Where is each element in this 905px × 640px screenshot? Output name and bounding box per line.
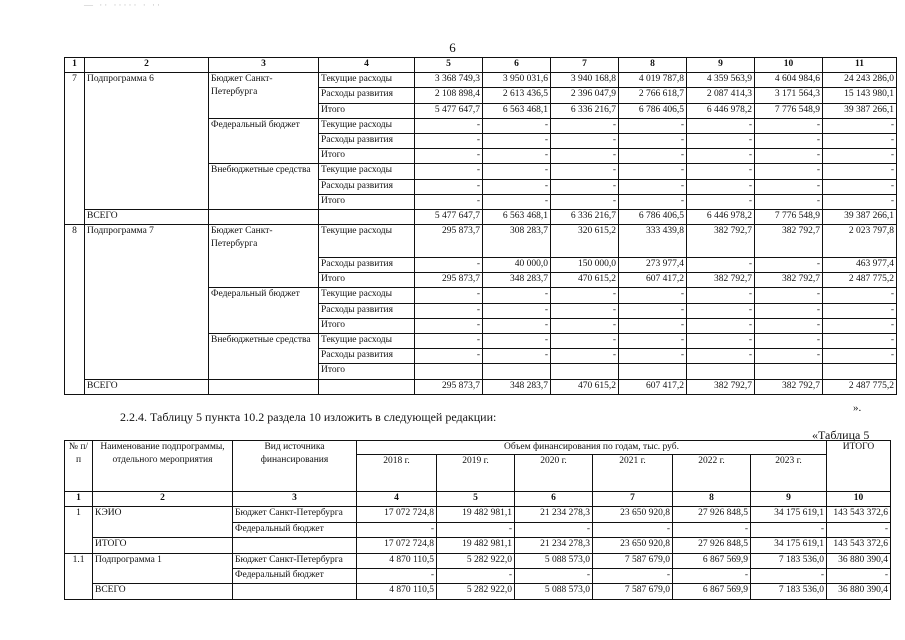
subprogram-name: Подпрограмма 6 (85, 73, 209, 210)
value-cell: - (619, 133, 687, 148)
amendment-paragraph: 2.2.4. Таблицу 5 пункта 10.2 раздела 10 изложить в следующей редакции: (120, 410, 497, 424)
funding-source: Бюджет Санкт-Петербурга (233, 507, 357, 522)
total-value: 382 792,7 (755, 379, 823, 394)
value-cell: - (823, 303, 897, 318)
column-index: 10 (827, 492, 891, 507)
empty-cell (319, 209, 415, 224)
value-cell: - (755, 288, 823, 303)
year-header: 2022 г. (673, 455, 751, 492)
value-cell (755, 364, 823, 379)
value-cell: 39 387 266,1 (823, 103, 897, 118)
expense-type: Расходы развития (319, 133, 415, 148)
value-cell: - (415, 334, 483, 349)
value-cell: - (823, 288, 897, 303)
column-index: 1 (65, 58, 85, 73)
total-value: 143 543 372,6 (827, 538, 891, 553)
value-cell: 5 477 647,7 (415, 103, 483, 118)
value-cell: - (823, 164, 897, 179)
total-row (65, 209, 897, 224)
value-cell: - (551, 303, 619, 318)
total-value: 27 926 848,5 (673, 538, 751, 553)
column-index: 2 (93, 492, 233, 507)
expense-type: Итого (319, 149, 415, 164)
value-cell: - (415, 303, 483, 318)
value-cell: - (619, 118, 687, 133)
total-value: 382 792,7 (687, 379, 755, 394)
total-label: ВСЕГО (85, 209, 209, 224)
total-value: 6 786 406,5 (619, 209, 687, 224)
value-cell: 6 867 569,9 (673, 553, 751, 568)
value-cell: - (593, 568, 673, 583)
expense-type: Итого (319, 194, 415, 209)
value-cell: 6 336 216,7 (551, 103, 619, 118)
value-cell: - (755, 318, 823, 333)
value-cell: 6 563 468,1 (483, 103, 551, 118)
total-value: 19 482 981,1 (437, 538, 515, 553)
value-cell: - (415, 179, 483, 194)
value-cell: - (483, 318, 551, 333)
value-cell: - (755, 258, 823, 273)
value-cell: - (415, 194, 483, 209)
value-cell: 7 183 536,0 (751, 553, 827, 568)
expense-type: Текущие расходы (319, 73, 415, 88)
quote-end: ». (853, 402, 862, 414)
year-header: 2023 г. (751, 455, 827, 492)
value-cell: 463 977,4 (823, 258, 897, 273)
value-cell: - (687, 133, 755, 148)
total-value: 5 088 573,0 (515, 584, 593, 599)
total-row (65, 584, 891, 599)
value-cell: 2 087 414,3 (687, 88, 755, 103)
financing-table-continued (64, 57, 897, 395)
value-cell: - (415, 133, 483, 148)
expense-type: Итого (319, 364, 415, 379)
value-cell: 24 243 286,0 (823, 73, 897, 88)
value-cell: 2 023 797,8 (823, 225, 897, 258)
row-number: 1.1 (65, 553, 93, 599)
total-value: 7 587 679,0 (593, 584, 673, 599)
value-cell: - (619, 288, 687, 303)
value-cell: - (551, 349, 619, 364)
column-index: 1 (65, 492, 93, 507)
total-value: 7 776 548,9 (755, 209, 823, 224)
value-cell: - (619, 334, 687, 349)
value-cell: - (687, 288, 755, 303)
value-cell: 2 613 436,5 (483, 88, 551, 103)
total-label: ИТОГО (93, 538, 233, 553)
value-cell: 348 283,7 (483, 273, 551, 288)
value-cell: 2 396 047,9 (551, 88, 619, 103)
value-cell: - (483, 149, 551, 164)
value-cell: 2 487 775,2 (823, 273, 897, 288)
value-cell (415, 364, 483, 379)
total-value: 6 867 569,9 (673, 584, 751, 599)
total-value: 4 870 110,5 (357, 584, 437, 599)
value-cell: 150 000,0 (551, 258, 619, 273)
value-cell: 4 870 110,5 (357, 553, 437, 568)
value-cell: - (619, 349, 687, 364)
column-index: 10 (755, 58, 823, 73)
value-cell: - (755, 303, 823, 318)
value-cell: - (827, 568, 891, 583)
value-cell: 143 543 372,6 (827, 507, 891, 522)
column-index: 7 (593, 492, 673, 507)
total-label: ВСЕГО (85, 379, 209, 394)
value-cell: 3 940 168,8 (551, 73, 619, 88)
value-cell: 27 926 848,5 (673, 507, 751, 522)
value-cell: - (619, 194, 687, 209)
value-cell: - (551, 194, 619, 209)
value-cell: 21 234 278,3 (515, 507, 593, 522)
value-cell: - (483, 303, 551, 318)
value-cell: 17 072 724,8 (357, 507, 437, 522)
value-cell: 308 283,7 (483, 225, 551, 258)
program-name: Подпрограмма 1 (93, 553, 233, 584)
value-cell: - (483, 349, 551, 364)
empty-cell (209, 209, 319, 224)
value-cell: 5 282 922,0 (437, 553, 515, 568)
value-cell: - (823, 334, 897, 349)
column-index: 6 (515, 492, 593, 507)
value-cell: - (823, 349, 897, 364)
value-cell: - (755, 179, 823, 194)
column-index: 3 (233, 492, 357, 507)
value-cell: 7 776 548,9 (755, 103, 823, 118)
value-cell: - (755, 349, 823, 364)
value-cell: 382 792,7 (687, 273, 755, 288)
funding-source: Внебюджетные средства (209, 164, 319, 210)
total-row (65, 379, 897, 394)
value-cell: 295 873,7 (415, 273, 483, 288)
funding-source: Бюджет Санкт-Петербурга (209, 73, 319, 119)
value-cell: - (823, 133, 897, 148)
value-cell: - (415, 164, 483, 179)
value-cell: 470 615,2 (551, 273, 619, 288)
value-cell: 40 000,0 (483, 258, 551, 273)
subprogram-name: Подпрограмма 7 (85, 225, 209, 380)
value-cell: 295 873,7 (415, 225, 483, 258)
expense-type: Текущие расходы (319, 225, 415, 258)
table5-header-row (65, 441, 891, 455)
year-header: 2020 г. (515, 455, 593, 492)
value-cell: - (483, 118, 551, 133)
value-cell: - (483, 179, 551, 194)
expense-type: Итого (319, 273, 415, 288)
column-index: 9 (687, 58, 755, 73)
value-cell: 4 604 984,6 (755, 73, 823, 88)
column-index: 3 (209, 58, 319, 73)
column-index: 6 (483, 58, 551, 73)
total-value: 2 487 775,2 (823, 379, 897, 394)
value-cell: - (755, 164, 823, 179)
value-cell: - (687, 334, 755, 349)
empty-cell (209, 379, 319, 394)
expense-type: Текущие расходы (319, 118, 415, 133)
column-index: 9 (751, 492, 827, 507)
total-value: 21 234 278,3 (515, 538, 593, 553)
value-cell: - (515, 522, 593, 537)
value-cell: 23 650 920,8 (593, 507, 673, 522)
table-5 (64, 440, 891, 600)
value-cell: - (357, 522, 437, 537)
value-cell: - (673, 522, 751, 537)
total-value: 5 477 647,7 (415, 209, 483, 224)
empty-cell (233, 538, 357, 553)
value-cell: 2 108 898,4 (415, 88, 483, 103)
column-index: 8 (619, 58, 687, 73)
value-cell: - (483, 164, 551, 179)
value-cell: - (751, 568, 827, 583)
value-cell: 15 143 980,1 (823, 88, 897, 103)
value-cell: - (551, 118, 619, 133)
value-cell: - (551, 149, 619, 164)
value-cell: - (687, 194, 755, 209)
total-row (65, 538, 891, 553)
expense-type: Текущие расходы (319, 334, 415, 349)
total-value: 607 417,2 (619, 379, 687, 394)
column-index: 5 (415, 58, 483, 73)
expense-type: Итого (319, 318, 415, 333)
value-cell: - (619, 303, 687, 318)
value-cell: - (687, 118, 755, 133)
value-cell: - (593, 522, 673, 537)
value-cell: 607 417,2 (619, 273, 687, 288)
column-index: 4 (357, 492, 437, 507)
value-cell: - (755, 118, 823, 133)
value-cell: 36 880 390,4 (827, 553, 891, 568)
empty-cell (319, 379, 415, 394)
value-cell: - (755, 133, 823, 148)
value-cell: - (415, 258, 483, 273)
value-cell: 4 019 787,8 (619, 73, 687, 88)
value-cell: - (687, 349, 755, 364)
col-total: ИТОГО (827, 441, 891, 492)
year-header: 2019 г. (437, 455, 515, 492)
total-value: 470 615,2 (551, 379, 619, 394)
column-index: 7 (551, 58, 619, 73)
expense-type: Расходы развития (319, 303, 415, 318)
value-cell: - (483, 133, 551, 148)
value-cell: - (673, 568, 751, 583)
value-cell: - (687, 258, 755, 273)
value-cell: - (823, 179, 897, 194)
total-value: 34 175 619,1 (751, 538, 827, 553)
year-header: 2021 г. (593, 455, 673, 492)
value-cell: - (551, 179, 619, 194)
value-cell: - (687, 179, 755, 194)
funding-source: Бюджет Санкт-Петербурга (233, 553, 357, 568)
funding-source: Федеральный бюджет (209, 118, 319, 164)
col-source: Вид источника финансирования (233, 441, 357, 492)
funding-source: Бюджет Санкт-Петербурга (209, 225, 319, 288)
value-cell: - (551, 334, 619, 349)
table-row (65, 553, 891, 568)
table5-index-row (65, 492, 891, 507)
total-value: 6 563 468,1 (483, 209, 551, 224)
value-cell: 7 587 679,0 (593, 553, 673, 568)
table-row (65, 73, 897, 88)
expense-type: Текущие расходы (319, 164, 415, 179)
empty-cell (233, 584, 357, 599)
total-label: ВСЕГО (93, 584, 233, 599)
row-number: 8 (65, 225, 85, 395)
value-cell: - (483, 334, 551, 349)
funding-source: Внебюджетные средства (209, 334, 319, 380)
value-cell: 382 792,7 (755, 273, 823, 288)
value-cell: - (619, 164, 687, 179)
value-cell: - (619, 318, 687, 333)
value-cell: 6 446 978,2 (687, 103, 755, 118)
value-cell: - (515, 568, 593, 583)
column-index: 5 (437, 492, 515, 507)
expense-type: Расходы развития (319, 179, 415, 194)
value-cell: - (687, 318, 755, 333)
total-value: 7 183 536,0 (751, 584, 827, 599)
value-cell: 273 977,4 (619, 258, 687, 273)
value-cell (551, 364, 619, 379)
value-cell: - (755, 149, 823, 164)
value-cell: 3 171 564,3 (755, 88, 823, 103)
value-cell: 3 950 031,6 (483, 73, 551, 88)
value-cell: - (823, 118, 897, 133)
value-cell: - (619, 179, 687, 194)
table-header-row (65, 58, 897, 73)
scan-marks: — ·· ····· · ·· (84, 0, 162, 10)
col-number: № п/п (65, 441, 93, 492)
value-cell: 4 359 563,9 (687, 73, 755, 88)
value-cell: - (687, 303, 755, 318)
column-index: 2 (85, 58, 209, 73)
expense-type: Итого (319, 103, 415, 118)
value-cell: - (415, 318, 483, 333)
row-number: 7 (65, 73, 85, 225)
value-cell: - (755, 194, 823, 209)
value-cell: 19 482 981,1 (437, 507, 515, 522)
col-volume: Объем финансирования по годам, тыс. руб. (357, 441, 827, 455)
value-cell: - (415, 288, 483, 303)
expense-type: Расходы развития (319, 88, 415, 103)
column-index: 11 (823, 58, 897, 73)
table-row (65, 507, 891, 522)
value-cell: 382 792,7 (687, 225, 755, 258)
value-cell: 3 368 749,3 (415, 73, 483, 88)
value-cell (619, 364, 687, 379)
col-name: Наименование подпрограммы, отдельного мероприятия (93, 441, 233, 492)
total-value: 17 072 724,8 (357, 538, 437, 553)
funding-source: Федеральный бюджет (233, 568, 357, 583)
value-cell: 5 088 573,0 (515, 553, 593, 568)
value-cell (483, 364, 551, 379)
value-cell: - (415, 149, 483, 164)
total-value: 36 880 390,4 (827, 584, 891, 599)
value-cell: - (827, 522, 891, 537)
total-value: 5 282 922,0 (437, 584, 515, 599)
value-cell: - (551, 318, 619, 333)
table5-label: «Таблица 5 (812, 428, 870, 442)
page-number: 6 (449, 40, 456, 55)
value-cell: - (823, 318, 897, 333)
expense-type: Текущие расходы (319, 288, 415, 303)
table-row (65, 225, 897, 258)
value-cell: 382 792,7 (755, 225, 823, 258)
funding-source: Федеральный бюджет (209, 288, 319, 334)
value-cell: - (357, 568, 437, 583)
year-header: 2018 г. (357, 455, 437, 492)
value-cell: - (437, 568, 515, 583)
total-value: 295 873,7 (415, 379, 483, 394)
value-cell (823, 364, 897, 379)
value-cell: - (823, 194, 897, 209)
value-cell: - (415, 118, 483, 133)
value-cell: - (483, 288, 551, 303)
value-cell: 6 786 406,5 (619, 103, 687, 118)
total-value: 39 387 266,1 (823, 209, 897, 224)
value-cell: - (415, 349, 483, 364)
value-cell: - (551, 133, 619, 148)
value-cell: 333 439,8 (619, 225, 687, 258)
program-name: КЭИО (93, 507, 233, 538)
total-value: 6 336 216,7 (551, 209, 619, 224)
value-cell: - (755, 334, 823, 349)
value-cell: - (483, 194, 551, 209)
row-number: 1 (65, 507, 93, 553)
funding-source: Федеральный бюджет (233, 522, 357, 537)
value-cell: - (687, 164, 755, 179)
value-cell: - (823, 149, 897, 164)
value-cell: - (619, 149, 687, 164)
expense-type: Расходы развития (319, 349, 415, 364)
total-value: 23 650 920,8 (593, 538, 673, 553)
value-cell: 320 615,2 (551, 225, 619, 258)
total-value: 6 446 978,2 (687, 209, 755, 224)
expense-type: Расходы развития (319, 258, 415, 273)
value-cell: - (551, 164, 619, 179)
value-cell: 34 175 619,1 (751, 507, 827, 522)
value-cell: - (437, 522, 515, 537)
column-index: 4 (319, 58, 415, 73)
value-cell: 2 766 618,7 (619, 88, 687, 103)
value-cell: - (751, 522, 827, 537)
column-index: 8 (673, 492, 751, 507)
total-value: 348 283,7 (483, 379, 551, 394)
value-cell: - (687, 149, 755, 164)
value-cell: - (551, 288, 619, 303)
value-cell (687, 364, 755, 379)
